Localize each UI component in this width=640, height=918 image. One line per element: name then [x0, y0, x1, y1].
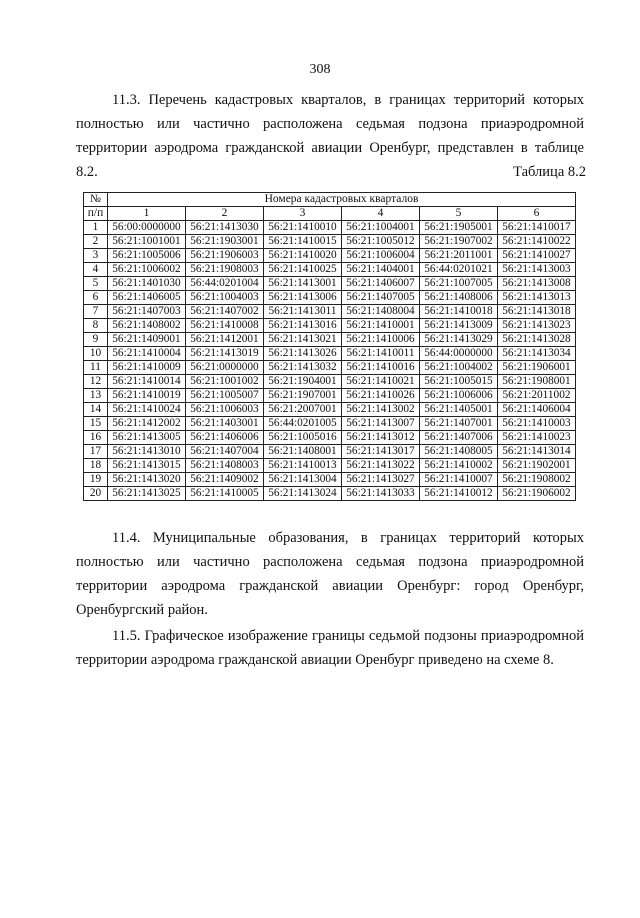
cadastral-quarter-cell: 56:21:1005007	[186, 389, 264, 403]
num-header-bottom: п/п	[84, 207, 108, 221]
cadastral-quarter-cell: 56:21:1906002	[498, 487, 576, 501]
cadastral-quarter-cell: 56:21:1408003	[186, 459, 264, 473]
table-row	[84, 389, 576, 403]
cadastral-quarter-cell: 56:21:1907001	[264, 389, 342, 403]
cadastral-quarter-cell: 56:21:1905001	[420, 221, 498, 235]
cadastral-quarter-cell: 56:21:1408006	[420, 291, 498, 305]
cadastral-quarter-cell: 56:44:0201021	[420, 263, 498, 277]
cadastral-quarter-cell: 56:21:1907002	[420, 235, 498, 249]
cadastral-quarter-cell: 56:21:1410004	[108, 347, 186, 361]
section-11-5-text: 11.5. Графическое изображение границы седьмой подзоны приаэродромной территории аэродрома гражданской авиации Оренбург приведено на схеме 8.	[76, 628, 584, 668]
cadastral-quarter-cell: 56:21:1410016	[342, 361, 420, 375]
cadastral-quarter-cell: 56:21:1413030	[186, 221, 264, 235]
row-number-cell: 13	[84, 389, 108, 403]
column-header: 3	[264, 207, 342, 221]
cadastral-quarter-cell: 56:21:1406006	[186, 431, 264, 445]
cadastral-quarter-cell: 56:21:1410007	[420, 473, 498, 487]
cadastral-quarter-cell: 56:21:1410027	[498, 249, 576, 263]
cadastral-quarter-cell: 56:21:1902001	[498, 459, 576, 473]
cadastral-quarter-cell: 56:21:1005016	[264, 431, 342, 445]
cadastral-quarter-cell: 56:21:1413028	[498, 333, 576, 347]
table-row	[84, 249, 576, 263]
table-row	[84, 375, 576, 389]
table-row	[84, 221, 576, 235]
cadastral-quarter-cell: 56:21:1413007	[342, 417, 420, 431]
table-row	[84, 235, 576, 249]
cadastral-quarter-cell: 56:21:1908003	[186, 263, 264, 277]
cadastral-quarter-cell: 56:21:1001002	[186, 375, 264, 389]
cadastral-quarter-cell: 56:21:1001001	[108, 235, 186, 249]
cadastral-quarter-cell: 56:21:1410022	[498, 235, 576, 249]
table-row	[84, 417, 576, 431]
row-number-cell: 3	[84, 249, 108, 263]
cadastral-quarter-cell: 56:21:1904001	[264, 375, 342, 389]
cadastral-quarter-cell: 56:21:1413022	[342, 459, 420, 473]
cadastral-quarter-cell: 56:21:1413019	[186, 347, 264, 361]
cadastral-quarter-cell: 56:21:1007005	[420, 277, 498, 291]
table-row	[84, 445, 576, 459]
cadastral-quarter-cell: 56:21:1413020	[108, 473, 186, 487]
cadastral-quarter-cell: 56:21:1412001	[186, 333, 264, 347]
num-header-top: №	[84, 193, 108, 207]
cadastral-quarter-cell: 56:21:1413034	[498, 347, 576, 361]
cadastral-quarter-cell: 56:21:1410009	[108, 361, 186, 375]
cadastral-quarter-cell: 56:44:0000000	[420, 347, 498, 361]
row-number-cell: 7	[84, 305, 108, 319]
table-header-row-1	[84, 193, 576, 207]
cadastral-quarter-cell: 56:21:1407001	[420, 417, 498, 431]
cadastral-quarter-cell: 56:21:1413026	[264, 347, 342, 361]
table-row	[84, 431, 576, 445]
cadastral-quarter-cell: 56:21:1410005	[186, 487, 264, 501]
cadastral-quarter-cell: 56:21:1413016	[264, 319, 342, 333]
section-11-3-paragraph	[76, 88, 584, 184]
cadastral-quarter-cell: 56:21:1413017	[342, 445, 420, 459]
cadastral-quarter-cell: 56:21:1405001	[420, 403, 498, 417]
page-number: 308	[309, 62, 331, 77]
cadastral-quarter-cell: 56:21:1413032	[264, 361, 342, 375]
cadastral-quarter-cell: 56:21:1410026	[342, 389, 420, 403]
table-row	[84, 263, 576, 277]
cadastral-quarter-cell: 56:21:1006002	[108, 263, 186, 277]
column-header: 6	[498, 207, 576, 221]
row-number-cell: 15	[84, 417, 108, 431]
cadastral-quarter-cell: 56:21:1410024	[108, 403, 186, 417]
row-number-cell: 19	[84, 473, 108, 487]
row-number-cell: 12	[84, 375, 108, 389]
cadastral-quarter-cell: 56:21:1005006	[108, 249, 186, 263]
cadastral-quarter-cell: 56:21:1410001	[342, 319, 420, 333]
section-11-5-paragraph	[76, 624, 584, 672]
cadastral-quarter-cell: 56:21:1410011	[342, 347, 420, 361]
cadastral-quarter-cell: 56:21:1413010	[108, 445, 186, 459]
cadastral-quarter-cell: 56:21:1413009	[420, 319, 498, 333]
table-row	[84, 291, 576, 305]
table-header-row-2	[84, 207, 576, 221]
cadastral-quarter-cell: 56:21:1413018	[498, 305, 576, 319]
cadastral-quarter-cell: 56:21:1413011	[264, 305, 342, 319]
row-number-cell: 6	[84, 291, 108, 305]
cadastral-quarter-cell: 56:21:1413024	[264, 487, 342, 501]
cadastral-quarter-cell: 56:21:1410002	[420, 459, 498, 473]
column-header: 5	[420, 207, 498, 221]
cadastral-quarter-cell: 56:21:1413001	[264, 277, 342, 291]
cadastral-quarter-cell: 56:21:1410003	[498, 417, 576, 431]
table-row	[84, 333, 576, 347]
table-caption: Таблица 8.2	[513, 164, 586, 180]
cadastral-quarter-cell: 56:44:0201004	[186, 277, 264, 291]
cadastral-quarter-cell: 56:21:2007001	[264, 403, 342, 417]
cadastral-quarter-cell: 56:21:1413012	[342, 431, 420, 445]
cadastral-quarter-cell: 56:21:1410015	[264, 235, 342, 249]
cadastral-quarter-cell: 56:21:1409002	[186, 473, 264, 487]
cadastral-quarter-cell: 56:21:1410020	[264, 249, 342, 263]
cadastral-quarter-cell: 56:21:1413025	[108, 487, 186, 501]
cadastral-quarter-cell: 56:21:1408004	[342, 305, 420, 319]
cadastral-quarter-cell: 56:00:0000000	[108, 221, 186, 235]
cadastral-quarter-cell: 56:21:1408002	[108, 319, 186, 333]
cadastral-quarter-cell: 56:21:1413021	[264, 333, 342, 347]
cadastral-quarter-cell: 56:21:1412002	[108, 417, 186, 431]
cadastral-quarter-cell: 56:21:1410021	[342, 375, 420, 389]
cadastral-quarter-cell: 56:21:1413008	[498, 277, 576, 291]
section-11-3-text: 11.3. Перечень кадастровых кварталов, в границах территорий которых полностью или частично расположена седьмая подзона приаэродромной территории аэродрома гражданской авиации Оренбург, представлен в таблице 8.2.	[76, 92, 584, 180]
cadastral-quarter-cell: 56:21:1408005	[420, 445, 498, 459]
column-header: 2	[186, 207, 264, 221]
cadastral-quarter-cell: 56:21:1410019	[108, 389, 186, 403]
section-11-4-text: 11.4. Муниципальные образования, в границах территорий которых полностью или частично расположена седьмая подзона приаэродромной территории аэродрома гражданской авиации Оренбург: город Оренбург, Оренбургский район.	[76, 530, 584, 618]
cadastral-quarter-cell: 56:21:1407004	[186, 445, 264, 459]
row-number-cell: 4	[84, 263, 108, 277]
cadastral-quarter-cell: 56:21:1413015	[108, 459, 186, 473]
cadastral-quarter-cell: 56:21:1410014	[108, 375, 186, 389]
cadastral-quarters-table	[83, 192, 576, 501]
cadastral-quarter-cell: 56:21:1413004	[264, 473, 342, 487]
cadastral-quarter-cell: 56:21:1004003	[186, 291, 264, 305]
cadastral-quarter-cell: 56:21:1413029	[420, 333, 498, 347]
cadastral-quarter-cell: 56:21:1406004	[498, 403, 576, 417]
cadastral-quarter-cell: 56:21:1406005	[108, 291, 186, 305]
cadastral-quarter-cell: 56:21:1410017	[498, 221, 576, 235]
cadastral-quarter-cell: 56:21:1413002	[342, 403, 420, 417]
cadastral-quarter-cell: 56:21:1906003	[186, 249, 264, 263]
table-row	[84, 319, 576, 333]
table-row	[84, 473, 576, 487]
row-number-cell: 20	[84, 487, 108, 501]
cadastral-quarter-cell: 56:21:1006006	[420, 389, 498, 403]
cadastral-quarter-cell: 56:21:1407006	[420, 431, 498, 445]
cadastral-quarter-cell: 56:21:1903001	[186, 235, 264, 249]
cadastral-quarter-cell: 56:21:1410013	[264, 459, 342, 473]
table-row	[84, 361, 576, 375]
cadastral-quarter-cell: 56:21:1407005	[342, 291, 420, 305]
cadastral-table-container	[83, 192, 576, 501]
cadastral-quarter-cell: 56:21:1407002	[186, 305, 264, 319]
row-number-cell: 1	[84, 221, 108, 235]
cadastral-quarter-cell: 56:21:1906001	[498, 361, 576, 375]
cadastral-quarter-cell: 56:21:1005012	[342, 235, 420, 249]
cadastral-quarter-cell: 56:21:1408001	[264, 445, 342, 459]
column-header: 4	[342, 207, 420, 221]
table-row	[84, 277, 576, 291]
cadastral-quarter-cell: 56:21:1413014	[498, 445, 576, 459]
row-number-cell: 18	[84, 459, 108, 473]
cadastral-quarter-cell: 56:21:1413033	[342, 487, 420, 501]
row-number-cell: 2	[84, 235, 108, 249]
cadastral-quarter-cell: 56:21:1410008	[186, 319, 264, 333]
row-number-cell: 8	[84, 319, 108, 333]
row-number-cell: 5	[84, 277, 108, 291]
cadastral-quarter-cell: 56:21:1410023	[498, 431, 576, 445]
cadastral-quarter-cell: 56:21:1413006	[264, 291, 342, 305]
table-row	[84, 305, 576, 319]
table-body	[84, 221, 576, 501]
cadastral-quarter-cell: 56:21:1413013	[498, 291, 576, 305]
cadastral-quarter-cell: 56:21:2011001	[420, 249, 498, 263]
table-row	[84, 347, 576, 361]
cadastral-quarter-cell: 56:21:1410025	[264, 263, 342, 277]
table-row	[84, 487, 576, 501]
cadastral-quarter-cell: 56:21:1406007	[342, 277, 420, 291]
cadastral-quarter-cell: 56:21:1004001	[342, 221, 420, 235]
cadastral-quarter-cell: 56:21:1908002	[498, 473, 576, 487]
cadastral-quarter-cell: 56:21:1413003	[498, 263, 576, 277]
table-row	[84, 459, 576, 473]
cadastral-quarter-cell: 56:21:1409001	[108, 333, 186, 347]
row-number-cell: 14	[84, 403, 108, 417]
column-header: 1	[108, 207, 186, 221]
cadastral-quarter-cell: 56:21:1401030	[108, 277, 186, 291]
cadastral-quarter-cell: 56:21:1407003	[108, 305, 186, 319]
section-11-4-paragraph	[76, 526, 584, 622]
cadastral-quarter-cell: 56:21:1006003	[186, 403, 264, 417]
cadastral-quarter-cell: 56:21:1005015	[420, 375, 498, 389]
cadastral-quarter-cell: 56:21:1413027	[342, 473, 420, 487]
cadastral-quarter-cell: 56:21:0000000	[186, 361, 264, 375]
cadastral-quarter-cell: 56:21:1404001	[342, 263, 420, 277]
row-number-cell: 9	[84, 333, 108, 347]
cadastral-quarter-cell: 56:44:0201005	[264, 417, 342, 431]
cadastral-quarter-cell: 56:21:2011002	[498, 389, 576, 403]
table-row	[84, 403, 576, 417]
cadastral-quarter-cell: 56:21:1908001	[498, 375, 576, 389]
cadastral-quarter-cell: 56:21:1413005	[108, 431, 186, 445]
row-number-cell: 16	[84, 431, 108, 445]
cadastral-quarter-cell: 56:21:1410012	[420, 487, 498, 501]
row-number-cell: 11	[84, 361, 108, 375]
cadastral-quarter-cell: 56:21:1413023	[498, 319, 576, 333]
cadastral-quarter-cell: 56:21:1410018	[420, 305, 498, 319]
cadastral-quarter-cell: 56:21:1403001	[186, 417, 264, 431]
cadastral-quarter-cell: 56:21:1006004	[342, 249, 420, 263]
row-number-cell: 17	[84, 445, 108, 459]
cadastral-quarter-cell: 56:21:1410010	[264, 221, 342, 235]
row-number-cell: 10	[84, 347, 108, 361]
group-header: Номера кадастровых кварталов	[108, 193, 576, 207]
cadastral-quarter-cell: 56:21:1410006	[342, 333, 420, 347]
cadastral-quarter-cell: 56:21:1004002	[420, 361, 498, 375]
